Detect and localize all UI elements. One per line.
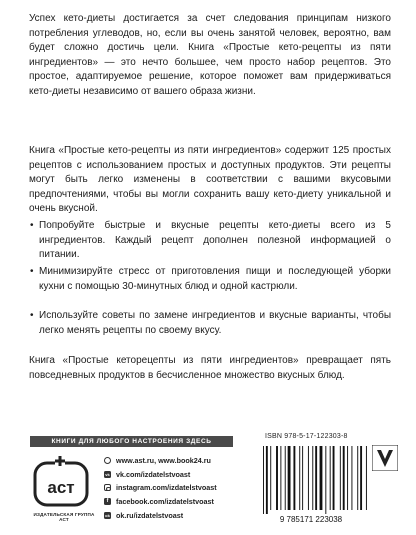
barcode-bar [351,446,352,510]
ast-publisher-logo [33,455,93,517]
contents-paragraph: Книга «Простые кето-рецепты из пяти ингредиентов» содержит 125 простых рецептов с использованием простых и доступных продуктов. Эти рецепты могут быть легко изменены в соответствии с вашими вкусовыми предпочтениями, чтобы вы могли сохранить вашу кето-диету уникальной и очень вкусной. [29,145,391,215]
barcode-bar [308,446,309,510]
barcode-bar [333,446,335,510]
isbn-barcode [255,444,367,524]
v-publisher-mark [372,445,398,471]
barcode-bar [276,446,278,510]
social-link-odnoklassniki[interactable] [104,508,244,522]
barcode-bar [360,446,362,510]
social-link-text: instagram.com/izdatelstvoast [116,483,217,493]
barcode-bar [302,446,303,510]
barcode-bar [266,446,268,514]
barcode-bar [340,446,341,510]
barcode-bar [299,446,300,510]
bullet-marker: • [30,310,34,321]
barcode-bar [320,446,323,510]
tagline-banner: КНИГИ ДЛЯ ЛЮБОГО НАСТРОЕНИЯ ЗДЕСЬ [30,436,233,447]
social-link-text: ok.ru/izdatelstvoast [116,510,184,520]
barcode-bar [343,446,345,510]
bullet-text: Попробуйте быстрые и вкусные рецепты кето-диеты всего из 5 ингредиентов. Каждый рецепт дополнен полезной информацией о питании. [39,220,391,261]
bullet-item [29,219,391,263]
social-link-text: facebook.com/izdatelstvoast [116,497,214,507]
social-link-facebook[interactable] [104,495,244,509]
barcode-bar [312,446,313,510]
social-link-website[interactable] [104,454,244,468]
intro-paragraph: Успех кето-диеты достигается за счет следования принципам низкого потребления углеводов, но, если вы очень занятой человек, вероятно, вам будет сложно достичь цели. Книга «Простые кето-рецепты из пяти ингредиентов» — это нечто большее, чем просто набор рецептов. Это простое, адаптируемое решение, которое поможет вам придерживаться кето-диеты независимо от вашего образа жизни. [29,13,391,97]
barcode-digits: 9 785171 223038 [279,515,343,524]
isbn-number: ISBN 978-5-17-122303-8 [265,433,348,440]
barcode-bar [280,446,281,510]
barcode-bar [366,446,367,510]
barcode-bar [270,446,271,510]
publisher-caption: ИЗДАТЕЛЬСКАЯ ГРУППА АСТ [33,512,95,522]
bullet-text: Используйте советы по замене ингредиентов и вкусные варианты, чтобы легко менять рецепты по своему вкусу. [39,310,391,336]
barcode-bar [325,446,326,514]
barcode-bar [293,446,295,510]
bullet-marker: • [30,220,34,231]
globe-icon [104,457,111,464]
barcode-bar [357,446,358,510]
odnoklassniki-icon: ok [105,512,110,518]
barcode-bar [288,446,291,510]
closing-paragraph: Книга «Простые кеторецепты из пяти ингредиентов» превращает пять повседневных продуктов в бесчисленное множество вкусных блюд. [29,355,391,381]
social-link-vk[interactable] [104,468,244,482]
bullet-text: Минимизируйте стресс от приготовления пищи и последующей уборки кухни с помощью 30-минутных блюд и одной кастрюли. [39,266,391,292]
instagram-icon [104,484,111,491]
bullet-item [29,309,391,338]
barcode-bar [330,446,331,510]
facebook-icon: f [104,498,111,505]
social-link-instagram[interactable] [104,481,244,495]
social-link-text: vk.com/izdatelstvoast [116,469,191,479]
barcode-bar [263,446,264,514]
barcode-bar [285,446,286,510]
bullet-marker: • [30,266,34,277]
barcode-bar [315,446,317,510]
vk-icon: vk [105,471,110,477]
bullet-item [29,265,391,294]
barcode-bar [347,446,348,510]
social-links [104,454,244,522]
ast-logo-text: аст [47,478,75,497]
social-link-text: www.ast.ru, www.book24.ru [116,456,211,466]
